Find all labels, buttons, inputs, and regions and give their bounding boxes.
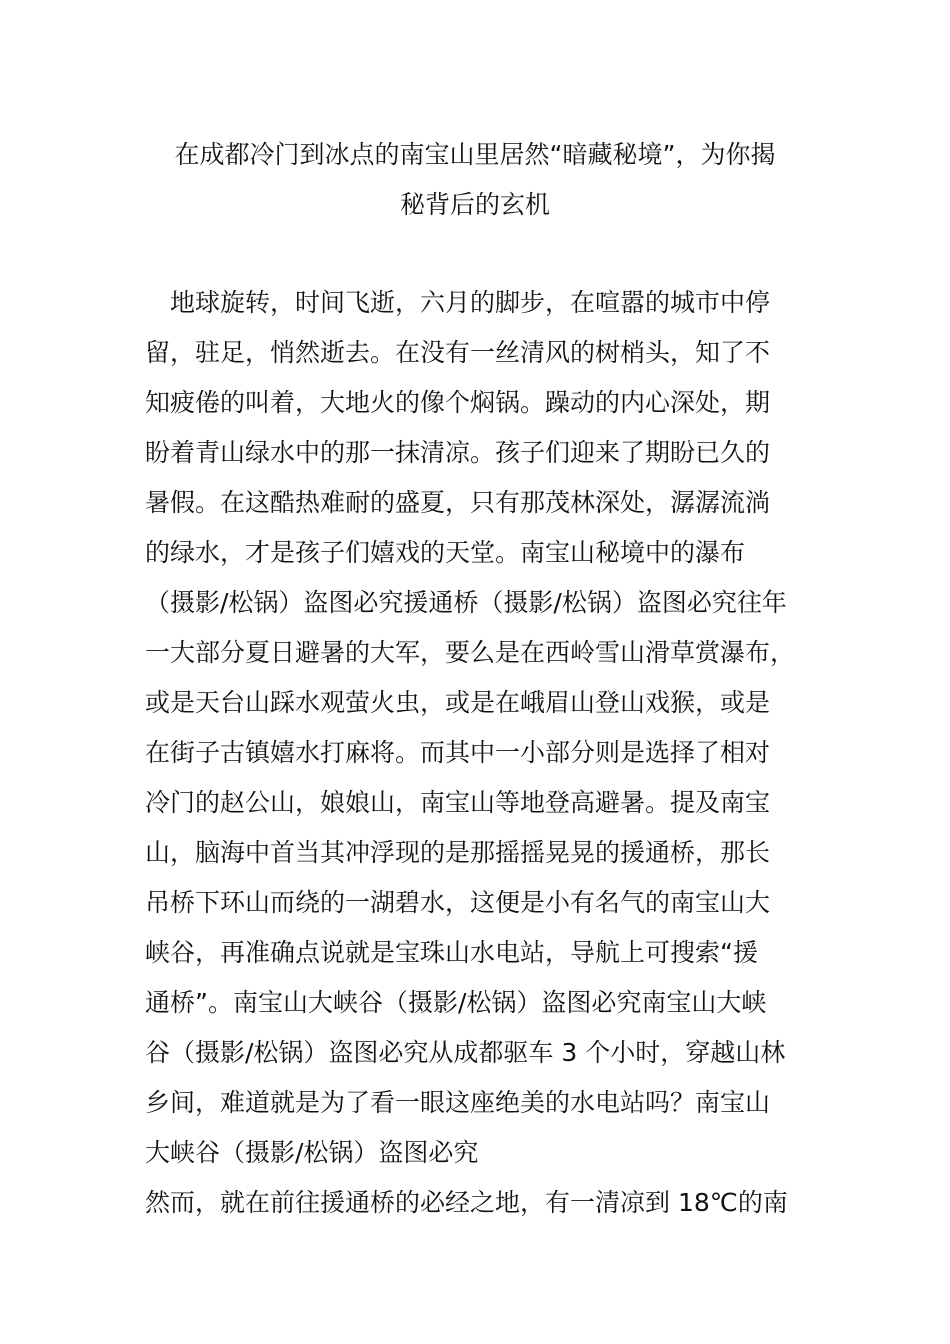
body-line: 然而，就在前往援通桥的必经之地，有一清凉到 18℃的南 bbox=[145, 1188, 788, 1217]
body-line: 通桥”。南宝山大峡谷（摄影/松锅）盗图必究南宝山大峡 bbox=[145, 988, 767, 1017]
body-line: 暑假。在这酷热难耐的盛夏，只有那茂林深处，潺潺流淌 bbox=[145, 488, 771, 517]
title-line-2: 秘背后的玄机 bbox=[399, 190, 550, 219]
document-body bbox=[145, 278, 815, 1228]
document-title bbox=[145, 130, 805, 230]
body-line: 大峡谷（摄影/松锅）盗图必究 bbox=[145, 1138, 479, 1167]
body-line: 山，脑海中首当其冲浮现的是那摇摇晃晃的援通桥，那长 bbox=[145, 838, 771, 867]
body-line: 一大部分夏日避暑的大军，要么是在西岭雪山滑草赏瀑布， bbox=[145, 638, 796, 667]
body-line: 冷门的赵公山，娘娘山，南宝山等地登高避暑。提及南宝 bbox=[145, 788, 771, 817]
body-line: 峡谷，再准确点说就是宝珠山水电站，导航上可搜索“援 bbox=[145, 938, 758, 967]
body-line: 的绿水，才是孩子们嬉戏的天堂。南宝山秘境中的瀑布 bbox=[145, 538, 746, 567]
body-line: （摄影/松锅）盗图必究援通桥（摄影/松锅）盗图必究往年 bbox=[145, 588, 787, 617]
title-line-1: 在成都冷门到冰点的南宝山里居然“暗藏秘境”，为你揭 bbox=[174, 140, 776, 169]
body-line: 知疲倦的叫着，大地火的像个焖锅。躁动的内心深处，期 bbox=[145, 388, 771, 417]
body-line: 地球旋转，时间飞逝，六月的脚步，在喧嚣的城市中停 bbox=[145, 288, 771, 317]
body-line: 盼着青山绿水中的那一抹清凉。孩子们迎来了期盼已久的 bbox=[145, 438, 771, 467]
body-line: 乡间，难道就是为了看一眼这座绝美的水电站吗？南宝山 bbox=[145, 1088, 771, 1117]
body-line: 吊桥下环山而绕的一湖碧水，这便是小有名气的南宝山大 bbox=[145, 888, 771, 917]
body-line: 留，驻足，悄然逝去。在没有一丝清风的树梢头，知了不 bbox=[145, 338, 771, 367]
body-line: 在街子古镇嬉水打麻将。而其中一小部分则是选择了相对 bbox=[145, 738, 771, 767]
body-line: 谷（摄影/松锅）盗图必究从成都驱车 3 个小时，穿越山林 bbox=[145, 1038, 786, 1067]
body-line: 或是天台山踩水观萤火虫，或是在峨眉山登山戏猴，或是 bbox=[145, 688, 771, 717]
